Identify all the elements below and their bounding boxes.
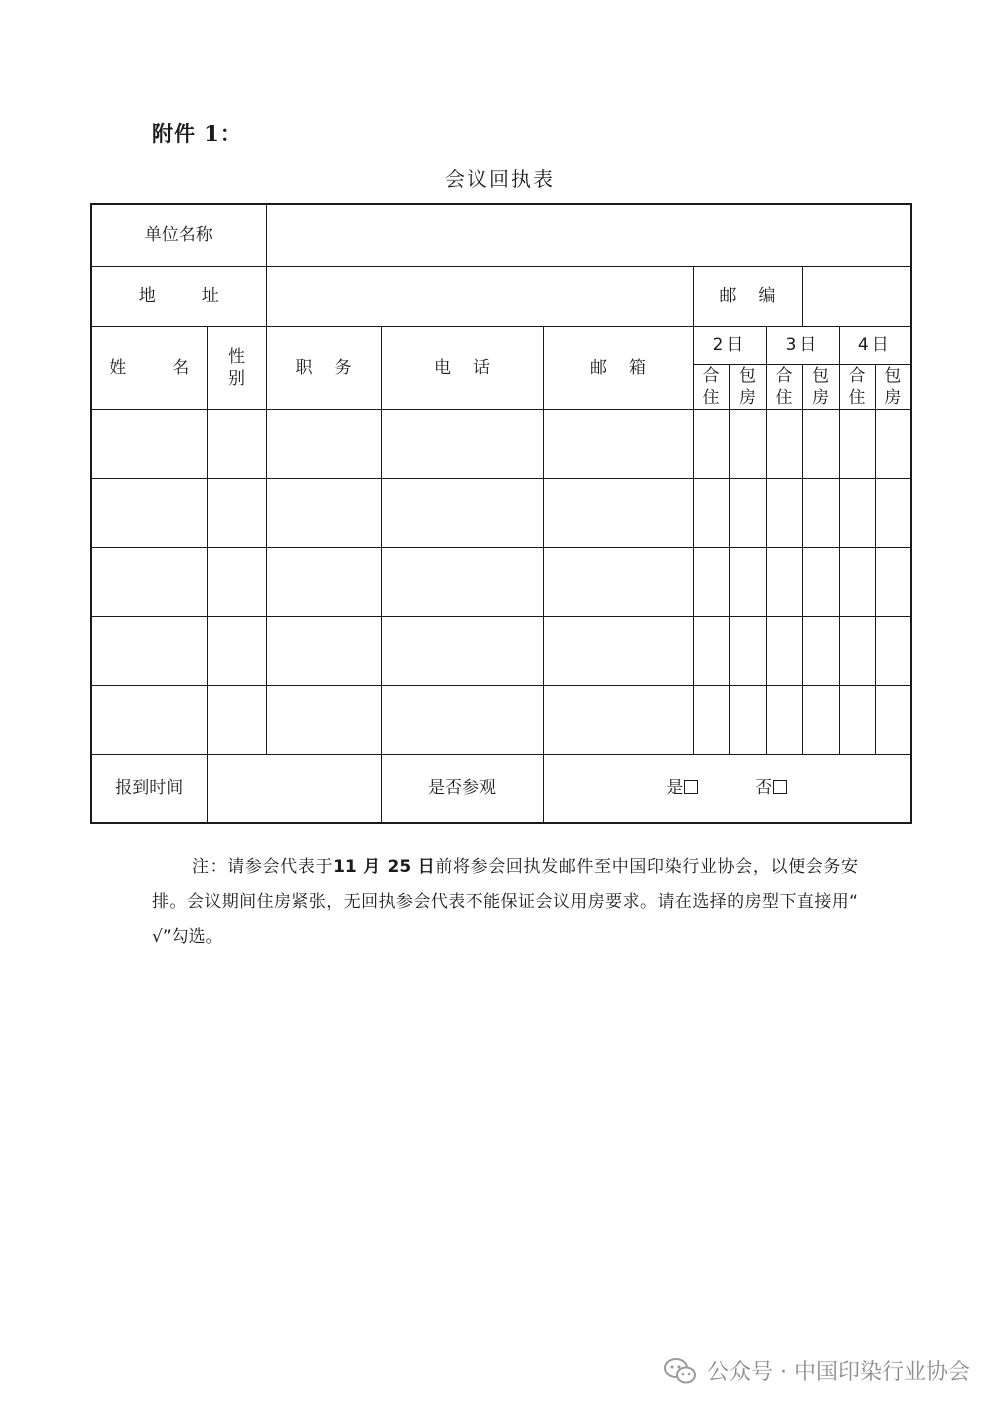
attendee-row xyxy=(91,478,911,547)
header-phone: 电 话 xyxy=(381,326,543,409)
name-cell[interactable] xyxy=(91,616,207,685)
room-check-cell[interactable] xyxy=(875,478,911,547)
room-check-cell[interactable] xyxy=(802,547,839,616)
attendee-row xyxy=(91,547,911,616)
wechat-icon xyxy=(663,1357,697,1385)
room-check-cell[interactable] xyxy=(802,616,839,685)
phone-cell[interactable] xyxy=(381,478,543,547)
unit-label: 单位名称 xyxy=(91,204,266,266)
room-check-cell[interactable] xyxy=(766,616,802,685)
header-position: 职 务 xyxy=(266,326,381,409)
email-cell[interactable] xyxy=(543,547,693,616)
room-check-cell[interactable] xyxy=(875,616,911,685)
deadline-date: 11 月 25 日 xyxy=(333,857,436,877)
room-check-cell[interactable] xyxy=(693,478,729,547)
attendee-row xyxy=(91,685,911,754)
header-private-room: 包 房 xyxy=(729,364,766,409)
position-cell[interactable] xyxy=(266,409,381,478)
room-check-cell[interactable] xyxy=(693,685,729,754)
room-check-cell[interactable] xyxy=(729,685,766,754)
footer-row xyxy=(91,754,911,823)
room-check-cell[interactable] xyxy=(693,547,729,616)
phone-cell[interactable] xyxy=(381,409,543,478)
receipt-form-table xyxy=(90,203,912,824)
visit-yes-option[interactable] xyxy=(666,778,698,798)
gender-cell[interactable] xyxy=(207,685,266,754)
header-row-1 xyxy=(91,326,911,364)
attachment-label: 附件 1： xyxy=(152,121,242,146)
name-cell[interactable] xyxy=(91,685,207,754)
position-cell[interactable] xyxy=(266,478,381,547)
position-cell[interactable] xyxy=(266,616,381,685)
email-cell[interactable] xyxy=(543,616,693,685)
header-shared-room: 合 住 xyxy=(693,364,729,409)
email-cell[interactable] xyxy=(543,409,693,478)
watermark xyxy=(663,1355,970,1386)
address-input-cell[interactable] xyxy=(266,266,693,326)
room-check-cell[interactable] xyxy=(839,547,875,616)
room-check-cell[interactable] xyxy=(802,685,839,754)
room-check-cell[interactable] xyxy=(875,409,911,478)
attendee-row xyxy=(91,409,911,478)
room-check-cell[interactable] xyxy=(729,409,766,478)
visit-label: 是否参观 xyxy=(381,754,543,823)
room-check-cell[interactable] xyxy=(802,409,839,478)
unit-row xyxy=(91,204,911,266)
room-check-cell[interactable] xyxy=(729,478,766,547)
form-title: 会议回执表 xyxy=(445,167,555,191)
header-email: 邮 箱 xyxy=(543,326,693,409)
room-check-cell[interactable] xyxy=(875,547,911,616)
postcode-label: 邮 编 xyxy=(693,266,802,326)
visit-yes-checkbox[interactable] xyxy=(684,780,698,794)
room-check-cell[interactable] xyxy=(693,616,729,685)
visit-options xyxy=(543,754,911,823)
arrival-time-label: 报到时间 xyxy=(91,754,207,823)
position-cell[interactable] xyxy=(266,547,381,616)
name-cell[interactable] xyxy=(91,478,207,547)
phone-cell[interactable] xyxy=(381,616,543,685)
room-check-cell[interactable] xyxy=(875,685,911,754)
room-check-cell[interactable] xyxy=(766,478,802,547)
room-check-cell[interactable] xyxy=(729,547,766,616)
room-check-cell[interactable] xyxy=(802,478,839,547)
header-day-4: 4日 xyxy=(839,326,911,364)
email-cell[interactable] xyxy=(543,685,693,754)
header-gender: 性 别 xyxy=(207,326,266,409)
header-day-3: 3日 xyxy=(766,326,839,364)
visit-yes-label: 是 xyxy=(666,778,684,799)
visit-no-label: 否 xyxy=(755,778,773,799)
visit-no-checkbox[interactable] xyxy=(773,780,787,794)
room-check-cell[interactable] xyxy=(766,547,802,616)
room-check-cell[interactable] xyxy=(839,616,875,685)
header-private-room: 包 房 xyxy=(802,364,839,409)
unit-input-cell[interactable] xyxy=(266,204,911,266)
room-check-cell[interactable] xyxy=(839,685,875,754)
note-paragraph: 注：请参会代表于11 月 25 日前将参会回执发邮件至中国印染行业协会，以便会务安排。会议期间住房紧张，无回执参会代表不能保证会议用房要求。请在选择的房型下直接用“ √”勾选。 xyxy=(152,857,859,947)
room-check-cell[interactable] xyxy=(693,409,729,478)
header-day-2: 2日 xyxy=(693,326,766,364)
gender-cell[interactable] xyxy=(207,547,266,616)
name-cell[interactable] xyxy=(91,547,207,616)
room-check-cell[interactable] xyxy=(729,616,766,685)
attendee-row xyxy=(91,616,911,685)
postcode-input-cell[interactable] xyxy=(802,266,911,326)
address-label: 地 址 xyxy=(91,266,266,326)
header-private-room: 包 房 xyxy=(875,364,911,409)
gender-cell[interactable] xyxy=(207,409,266,478)
email-cell[interactable] xyxy=(543,478,693,547)
arrival-time-input-cell[interactable] xyxy=(207,754,381,823)
visit-no-option[interactable] xyxy=(755,778,787,798)
header-shared-room: 合 住 xyxy=(766,364,802,409)
header-shared-room: 合 住 xyxy=(839,364,875,409)
phone-cell[interactable] xyxy=(381,547,543,616)
watermark-text: 公众号 · 中国印染行业协会 xyxy=(707,1360,970,1385)
gender-cell[interactable] xyxy=(207,616,266,685)
room-check-cell[interactable] xyxy=(766,685,802,754)
gender-cell[interactable] xyxy=(207,478,266,547)
position-cell[interactable] xyxy=(266,685,381,754)
address-row xyxy=(91,266,911,326)
header-name: 姓 名 xyxy=(91,326,207,409)
room-check-cell[interactable] xyxy=(766,409,802,478)
room-check-cell[interactable] xyxy=(839,409,875,478)
room-check-cell[interactable] xyxy=(839,478,875,547)
name-cell[interactable] xyxy=(91,409,207,478)
phone-cell[interactable] xyxy=(381,685,543,754)
